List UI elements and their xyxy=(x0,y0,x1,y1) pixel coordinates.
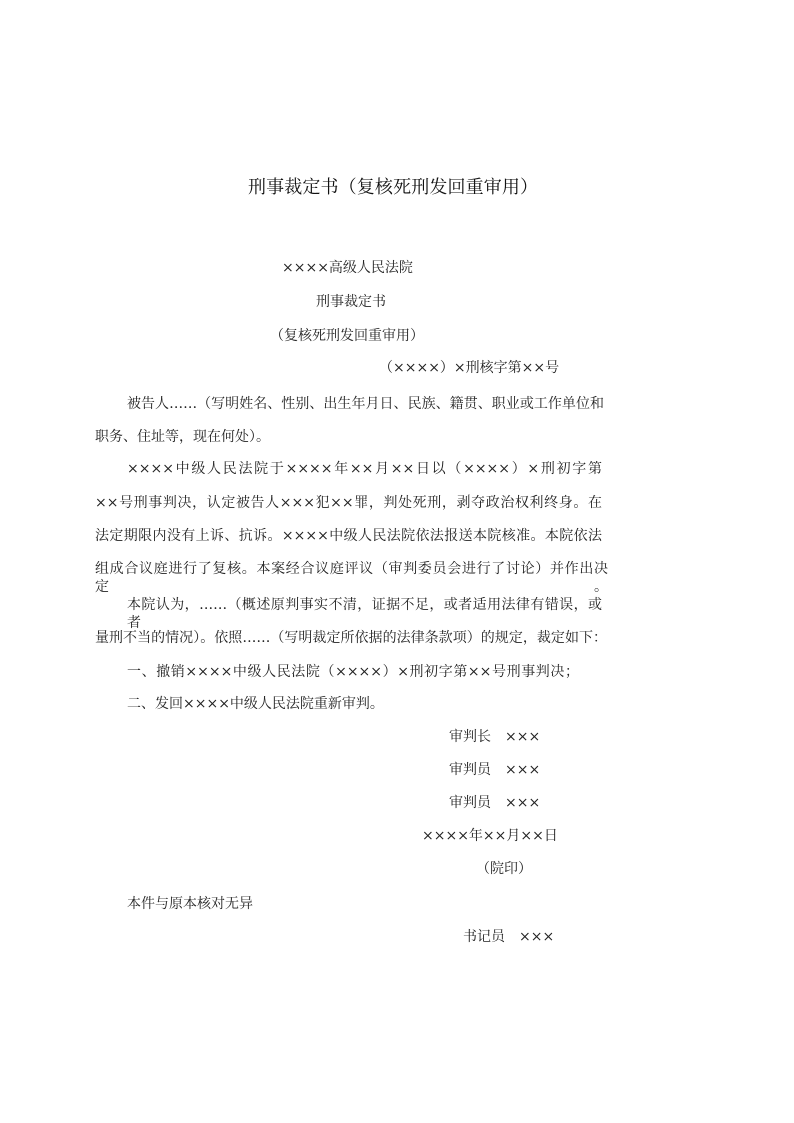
paragraph-opinion-line: 量刑不当的情况）。依照……（写明裁定所依据的法律条款项）的规定，裁定如下： xyxy=(95,630,607,646)
chief-judge-signature: 审判长 ××× xyxy=(449,729,541,745)
court-name: ××××高级人民法院 xyxy=(282,260,413,276)
paragraph-facts-line: ××××中级人民法院于××××年××月××日以（××××）×刑初字第 xyxy=(127,461,602,477)
judge-signature: 审判员 ××× xyxy=(449,795,541,811)
paragraph-defendant-line: 被告人……（写明姓名、性别、出生年月日、民族、籍贯、职业或工作单位和 xyxy=(127,396,604,412)
ruling-item-1: 一、撤销××××中级人民法院（××××）×刑初字第××号刑事判决； xyxy=(127,664,579,680)
document-subtitle: （复核死刑发回重审用） xyxy=(270,328,424,344)
document-title: 刑事裁定书（复核死刑发回重审用） xyxy=(248,177,538,198)
paragraph-facts-line: ××号刑事判决，认定被告人×××犯××罪，判处死刑，剥夺政治权利终身。在 xyxy=(95,495,602,511)
ruling-item-2: 二、发回××××中级人民法院重新审判。 xyxy=(127,696,384,712)
judge-signature: 审判员 ××× xyxy=(449,762,541,778)
document-type: 刑事裁定书 xyxy=(316,294,386,310)
judgment-date: ××××年××月××日 xyxy=(422,828,558,844)
court-seal: （院印） xyxy=(476,861,532,877)
paragraph-facts-line: 组成合议庭进行了复核。本案经合议庭评议（审判委员会进行了讨论）并作出决定。 xyxy=(95,561,608,595)
verification-note: 本件与原本核对无异 xyxy=(127,896,253,912)
case-number: （××××）×刑核字第××号 xyxy=(379,360,560,376)
clerk-signature: 书记员 ××× xyxy=(463,929,555,945)
paragraph-defendant-line: 职务、住址等，现在何处）。 xyxy=(95,429,270,445)
paragraph-opinion-line: 本院认为，……（概述原判事实不清，证据不足，或者适用法律有错误，或者 xyxy=(127,597,602,631)
paragraph-facts-line: 法定期限内没有上诉、抗诉。××××中级人民法院依法报送本院核准。本院依法 xyxy=(95,528,602,544)
